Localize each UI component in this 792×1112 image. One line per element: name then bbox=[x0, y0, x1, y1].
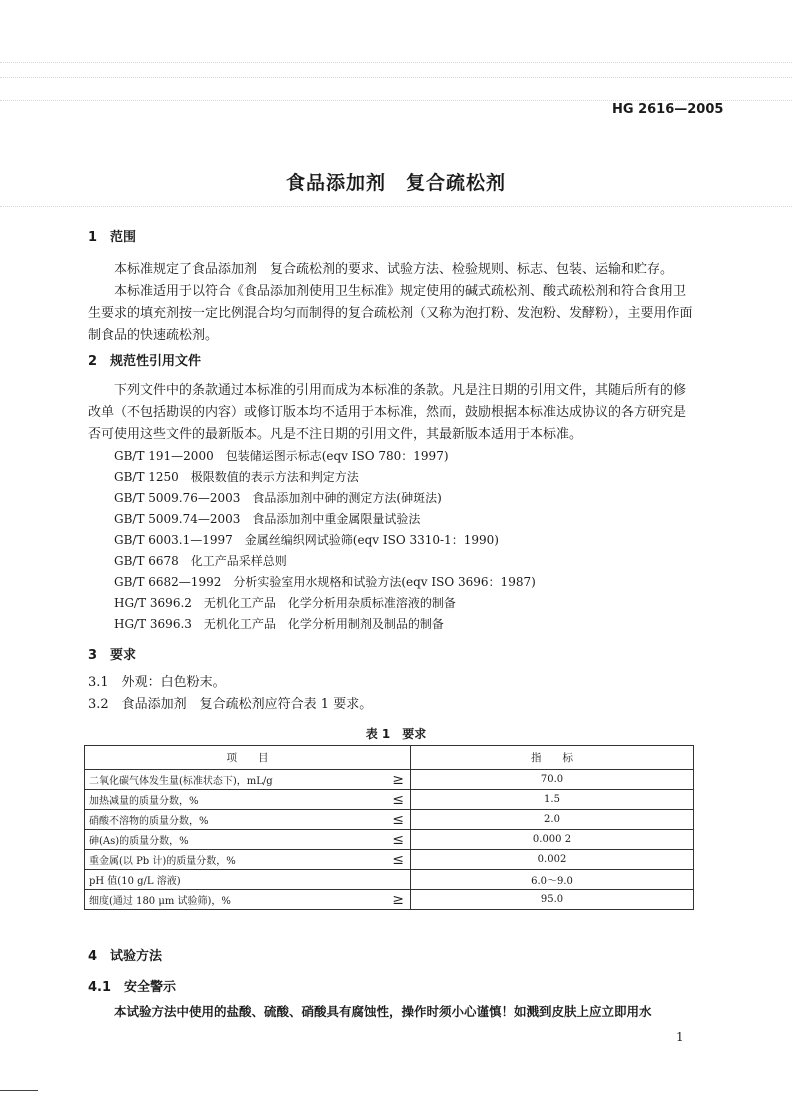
standard-number: HG 2616—2005 bbox=[612, 102, 724, 117]
table-cell-item: 细度(通过 180 μm 试验筛)，% bbox=[85, 890, 381, 910]
table-cell-symbol: ≤ bbox=[381, 810, 411, 830]
scope-paragraph-2: 本标准适用于以符合《食品添加剂使用卫生标准》规定使用的碱式疏松剂、酸式疏松剂和符合食用卫生要求的填充剂按一定比例混合均匀而制得的复合疏松剂（又称为泡打粉、发泡粉、发酵粉），主要用作面制食品的快速疏松剂。 bbox=[88, 284, 693, 343]
scan-dotted-line bbox=[0, 100, 792, 101]
table-cell-item: 加热减量的质量分数，% bbox=[85, 790, 381, 810]
reference-item: GB/T 6003.1—1997 金属丝编织网试验筛(eqv ISO 3310-1：1990) bbox=[114, 533, 499, 547]
table-row bbox=[85, 790, 694, 810]
section-3-heading: 3 要求 bbox=[88, 648, 137, 663]
section-2-heading: 2 规范性引用文件 bbox=[88, 354, 202, 369]
reference-item: GB/T 5009.76—2003 食品添加剂中砷的测定方法(砷斑法) bbox=[114, 491, 442, 505]
table-cell-item: pH 值(10 g/L 溶液) bbox=[85, 870, 381, 890]
table-row bbox=[85, 850, 694, 870]
scan-dotted-line bbox=[0, 206, 792, 207]
table-row bbox=[85, 870, 694, 890]
table-cell-symbol: ≤ bbox=[381, 850, 411, 870]
reference-item: GB/T 5009.74—2003 食品添加剂中重金属限量试验法 bbox=[114, 512, 421, 526]
table-cell-value: 95.0 bbox=[411, 890, 694, 910]
clause-3-2: 3.2 食品添加剂 复合疏松剂应符合表 1 要求。 bbox=[88, 697, 373, 712]
table-row bbox=[85, 810, 694, 830]
table-cell-item: 砷(As)的质量分数，% bbox=[85, 830, 381, 850]
reference-item: GB/T 191—2000 包装储运图示标志(eqv ISO 780：1997) bbox=[114, 449, 449, 463]
table-cell-symbol: ≤ bbox=[381, 830, 411, 850]
scan-edge-mark bbox=[0, 1090, 38, 1091]
column-header-value: 指 标 bbox=[411, 746, 694, 770]
table-row bbox=[85, 890, 694, 910]
table-cell-item: 硝酸不溶物的质量分数，% bbox=[85, 810, 381, 830]
scope-paragraph-1: 本标准规定了食品添加剂 复合疏松剂的要求、试验方法、检验规则、标志、包装、运输和贮存。 bbox=[114, 262, 674, 277]
reference-item: GB/T 6678 化工产品采样总则 bbox=[114, 554, 287, 568]
clause-4-1-heading: 4.1 安全警示 bbox=[88, 980, 177, 995]
table-cell-value: 0.002 bbox=[411, 850, 694, 870]
table-row bbox=[85, 830, 694, 850]
section-1-heading: 1 范围 bbox=[88, 230, 137, 245]
scan-dotted-line bbox=[0, 77, 792, 78]
table-cell-value: 2.0 bbox=[411, 810, 694, 830]
table-cell-item: 重金属(以 Pb 计)的质量分数，% bbox=[85, 850, 381, 870]
document-title: 食品添加剂 复合疏松剂 bbox=[285, 172, 506, 194]
table-cell-item: 二氧化碳气体发生量(标准状态下)，mL/g bbox=[85, 770, 381, 790]
clause-3-1: 3.1 外观：白色粉末。 bbox=[88, 675, 226, 690]
table-cell-symbol bbox=[381, 870, 411, 890]
page-number: 1 bbox=[676, 1030, 684, 1044]
table-1-caption: 表 1 要求 bbox=[365, 727, 427, 741]
table-header-row bbox=[85, 746, 694, 770]
scan-dotted-line bbox=[0, 62, 792, 63]
reference-item: HG/T 3696.3 无机化工产品 化学分析用制剂及制品的制备 bbox=[114, 617, 444, 631]
section-4-heading: 4 试验方法 bbox=[88, 949, 163, 964]
table-cell-symbol: ≥ bbox=[381, 890, 411, 910]
table-cell-value: 6.0～9.0 bbox=[411, 870, 694, 890]
table-cell-symbol: ≥ bbox=[381, 770, 411, 790]
table-row bbox=[85, 770, 694, 790]
table-cell-value: 70.0 bbox=[411, 770, 694, 790]
reference-item: GB/T 1250 极限数值的表示方法和判定方法 bbox=[114, 470, 359, 484]
table-cell-value: 0.000 2 bbox=[411, 830, 694, 850]
column-header-item: 项 目 bbox=[85, 746, 411, 770]
reference-item: HG/T 3696.2 无机化工产品 化学分析用杂质标准溶液的制备 bbox=[114, 596, 456, 610]
safety-warning-text: 本试验方法中使用的盐酸、硫酸、硝酸具有腐蚀性，操作时须小心谨慎！如溅到皮肤上应立即用水 bbox=[114, 1004, 652, 1019]
table-cell-value: 1.5 bbox=[411, 790, 694, 810]
requirements-table bbox=[84, 745, 694, 910]
references-intro-paragraph: 下列文件中的条款通过本标准的引用而成为本标准的条款。凡是注日期的引用文件，其随后所有的修改单（不包括勘误的内容）或修订版本均不适用于本标准，然而，鼓励根据本标准达成协议的各方研究是否可使用这些文件的最新版本。凡是不注日期的引用文件，其最新版本适用于本标准。 bbox=[88, 383, 687, 442]
table-cell-symbol: ≤ bbox=[381, 790, 411, 810]
reference-item: GB/T 6682—1992 分析实验室用水规格和试验方法(eqv ISO 3696：1987) bbox=[114, 575, 536, 589]
